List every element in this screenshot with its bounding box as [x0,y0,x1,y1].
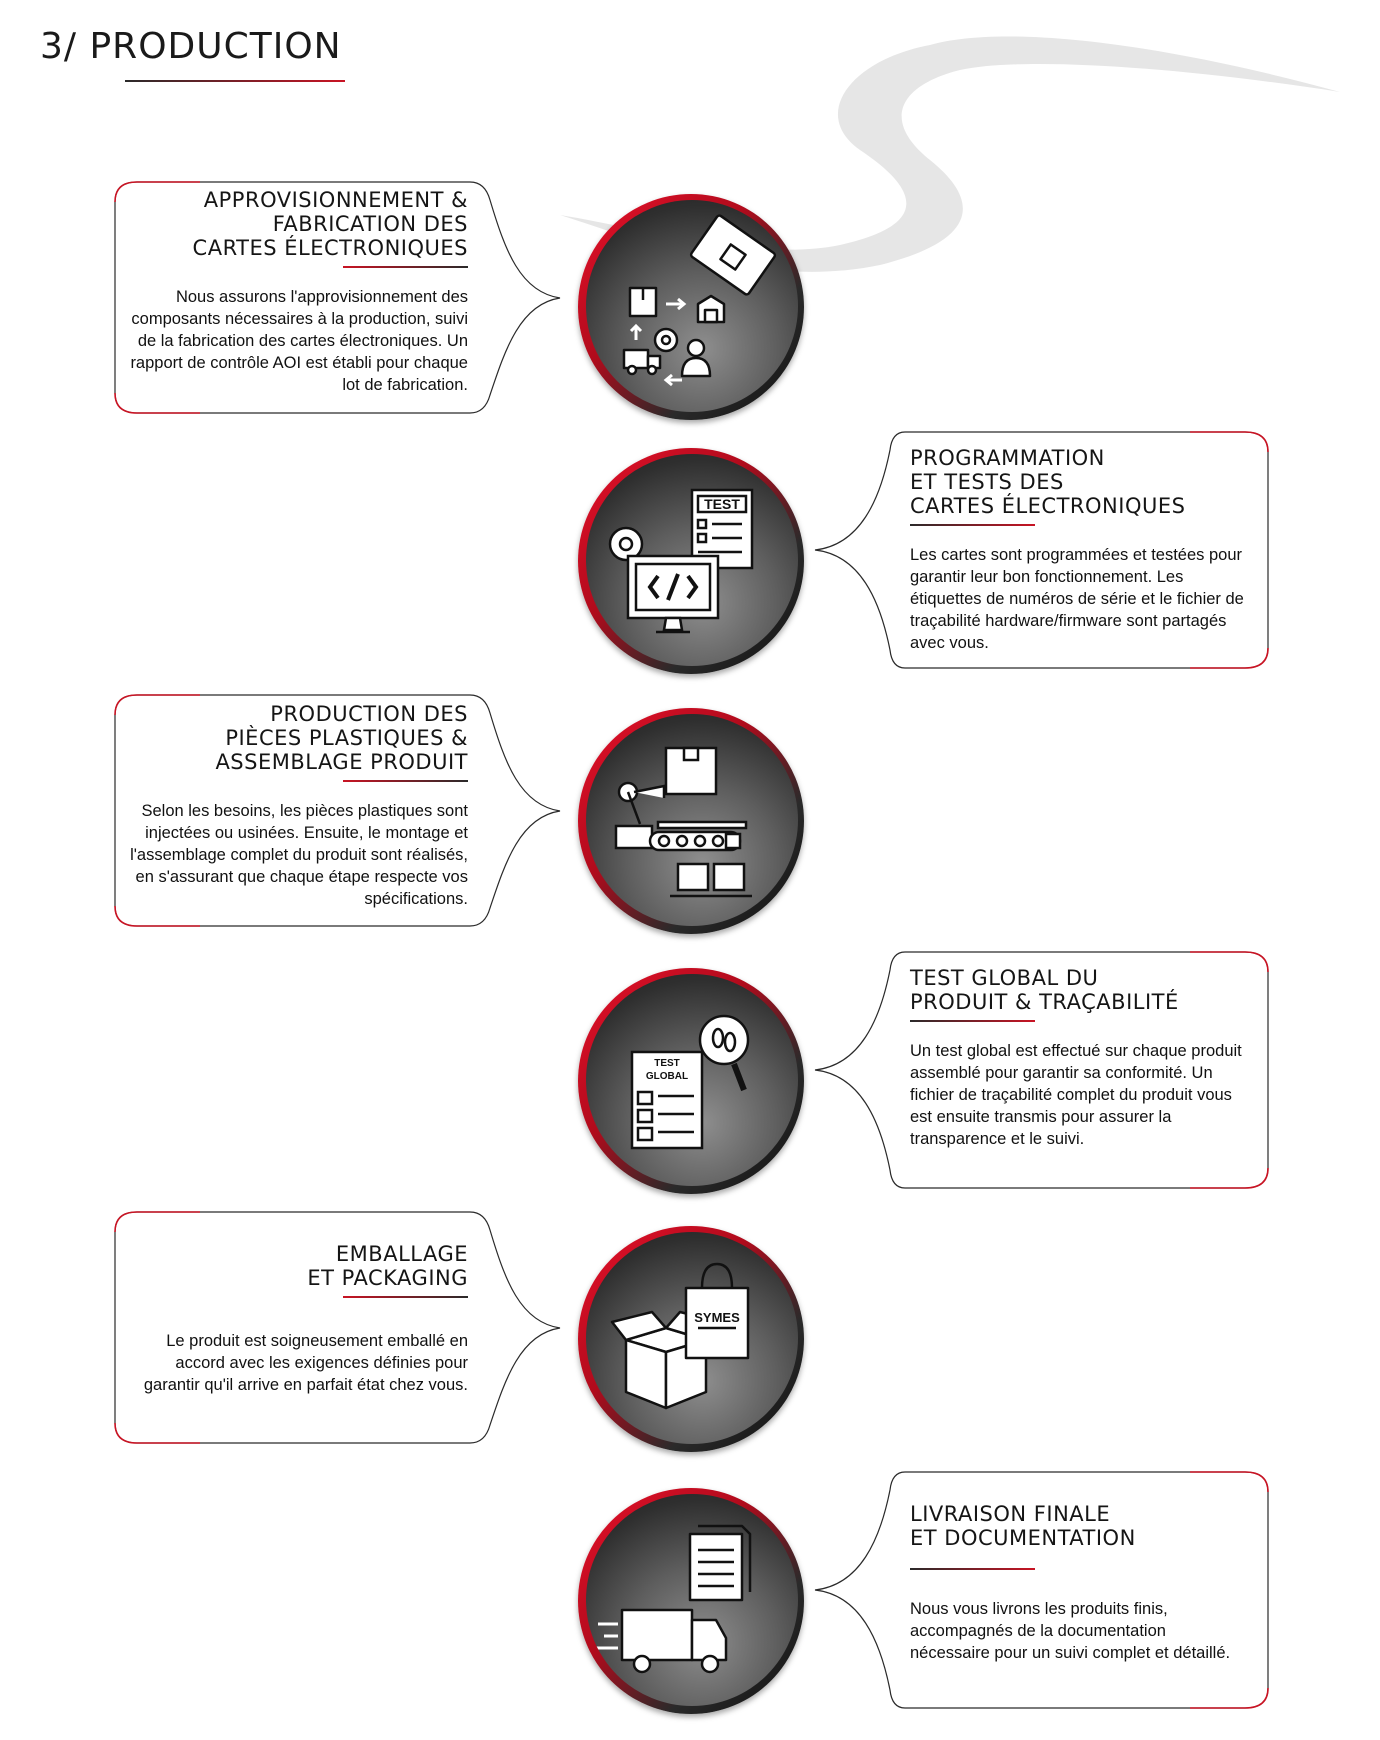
step-6-title: LIVRAISON FINALE ET DOCUMENTATION [910,1502,1136,1550]
step-3-title: PRODUCTION DES PIÈCES PLASTIQUES & ASSEMBLAGE PRODUIT [215,702,468,774]
step-5-description: Le produit est soigneusement emballé en accord avec les exigences définies pour garantir qu'il arrive en parfait état chez vous. [143,1332,468,1394]
step-4-description: Un test global est effectué sur chaque produit assemblé pour garantir sa conformité. Un fichier de traçabilité complet du produit vous est ensuite transmis pour assurer la transparence et le suivi. [910,1042,1242,1148]
step-3-description: Selon les besoins, les pièces plastiques sont injectées ou usinées. Ensuite, le montage et l'assemblage complet du produit sont réalisés, en s'assurant que chaque étape respecte vos spécifications. [130,802,468,908]
step-6-circle [578,1488,804,1714]
step-2-title: PROGRAMMATION ET TESTS DES CARTES ÉLECTRONIQUES [910,446,1186,518]
test-global-label-2: GLOBAL [645,1071,689,1082]
test-global-label-1: TEST [654,1058,680,1069]
step-6-rule [910,1568,1035,1570]
step-5-title: EMBALLAGE ET PACKAGING [307,1242,468,1290]
step-2-description: Les cartes sont programmées et testées pour garantir leur bon fonctionnement. Les étiquettes de numéros de série et le fichier de traçabilité hardware/firmware sont partagés avec vous. [910,546,1244,652]
step-1-description: Nous assurons l'approvisionnement des composants nécessaires à la production, suivi de la fabrication des cartes électroniques. Un rapport de contrôle AOI est établi pour chaque lot de fabrication. [130,288,468,394]
page-title: 3/ PRODUCTION [40,26,342,67]
step-4-title: TEST GLOBAL DU PRODUIT & TRAÇABILITÉ [910,966,1179,1014]
step-6-description: Nous vous livrons les produits finis, accompagnés de la documentation nécessaire pour un suivi complet et détaillé. [910,1600,1231,1662]
delivery-truck-icon [586,1494,798,1706]
symes-bag-label: SYMES [694,1310,740,1325]
step-6-textbox [910,1502,1250,1664]
test-icon-label: TEST [704,496,740,512]
step-1-title: APPROVISIONNEMENT & FABRICATION DES CARTES ÉLECTRONIQUES [192,188,468,260]
